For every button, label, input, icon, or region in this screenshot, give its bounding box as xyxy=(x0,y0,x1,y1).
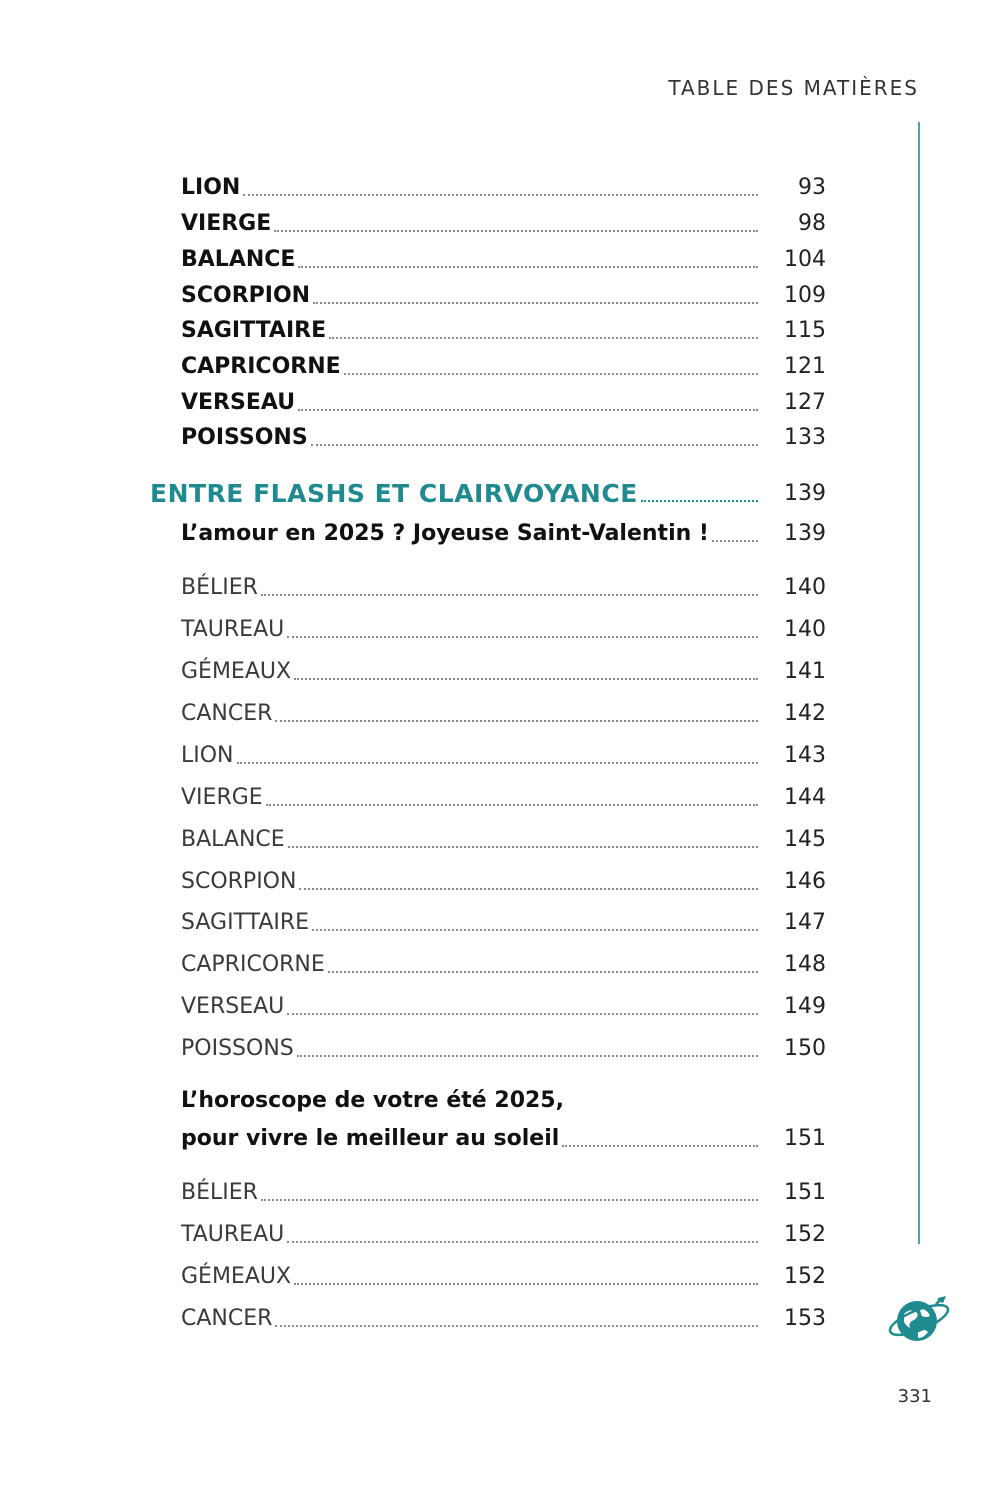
dot-leader xyxy=(287,1013,758,1015)
toc-entry[interactable] xyxy=(181,168,826,202)
toc-entry[interactable] xyxy=(181,903,826,937)
dot-leader xyxy=(294,678,758,680)
toc-entry-page: 142 xyxy=(784,701,826,726)
toc-entry[interactable] xyxy=(181,694,826,728)
toc-entry[interactable] xyxy=(181,347,826,381)
toc-entry-page: 152 xyxy=(784,1222,826,1247)
toc-entry-page: 151 xyxy=(784,1180,826,1205)
toc-entry-label: BÉLIER xyxy=(181,1180,258,1205)
toc-section-heading[interactable] xyxy=(150,470,826,508)
toc-entry-label: TAUREAU xyxy=(181,1222,285,1247)
toc-entry-label: CAPRICORNE xyxy=(181,354,341,379)
toc-entry[interactable] xyxy=(181,736,826,770)
subsection-label: L’amour en 2025 ? Joyeuse Saint-Valentin ! xyxy=(181,521,709,546)
toc-entry-page: 152 xyxy=(784,1264,826,1289)
toc-entry-label: POISSONS xyxy=(181,1036,294,1061)
toc-entry[interactable] xyxy=(181,418,826,452)
toc-entry-label: POISSONS xyxy=(181,425,308,450)
toc-entry[interactable] xyxy=(181,1299,826,1333)
dot-leader xyxy=(237,762,758,764)
toc-entry-page: 141 xyxy=(784,659,826,684)
toc-entry-label: CANCER xyxy=(181,701,273,726)
dot-leader xyxy=(297,1055,758,1057)
dot-leader xyxy=(299,888,758,890)
toc-entry-page: 140 xyxy=(784,617,826,642)
toc-entry-page: 98 xyxy=(798,211,826,236)
dot-leader xyxy=(274,230,758,232)
toc-entry-label: SAGITTAIRE xyxy=(181,910,310,935)
toc-entry[interactable] xyxy=(181,204,826,238)
toc-entry-label: BÉLIER xyxy=(181,575,258,600)
side-rule xyxy=(918,122,920,1244)
dot-leader xyxy=(641,500,758,502)
toc-entry-label: CANCER xyxy=(181,1306,273,1331)
toc-entry-page: 144 xyxy=(784,785,826,810)
toc-entry-label: SCORPION xyxy=(181,283,311,308)
toc-entry[interactable] xyxy=(181,240,826,274)
toc-entry[interactable] xyxy=(181,652,826,686)
dot-leader xyxy=(313,302,758,304)
toc-entry[interactable] xyxy=(181,568,826,602)
toc-entry-page: 153 xyxy=(784,1306,826,1331)
toc-entry-label: SCORPION xyxy=(181,869,297,894)
toc-entry-label: VIERGE xyxy=(181,785,263,810)
dot-leader xyxy=(275,720,758,722)
toc-entry-label: BALANCE xyxy=(181,247,296,272)
toc-entry-page: 143 xyxy=(784,743,826,768)
toc-entry[interactable] xyxy=(181,862,826,896)
toc-entry-page: 145 xyxy=(784,827,826,852)
toc-entry-page: 109 xyxy=(784,283,826,308)
dot-leader xyxy=(298,409,758,411)
toc-entry-page: 133 xyxy=(784,425,826,450)
dot-leader xyxy=(344,373,758,375)
toc-subsection[interactable] xyxy=(181,1119,826,1153)
toc-subsection[interactable] xyxy=(181,514,826,548)
toc-entry-label: GÉMEAUX xyxy=(181,659,292,684)
toc-entry-page: 150 xyxy=(784,1036,826,1061)
dot-leader xyxy=(275,1325,758,1327)
toc-entry-label: VERSEAU xyxy=(181,390,296,415)
toc-entry-label: LION xyxy=(181,175,241,200)
dot-leader xyxy=(287,636,758,638)
subsection-page: 139 xyxy=(784,521,826,546)
toc-entry[interactable] xyxy=(181,610,826,644)
dot-leader xyxy=(261,594,758,596)
toc-entry-label: VIERGE xyxy=(181,211,272,236)
toc-entry-label: CAPRICORNE xyxy=(181,952,325,977)
toc-entry-page: 147 xyxy=(784,910,826,935)
toc-entry-page: 115 xyxy=(784,318,826,343)
toc-entry-page: 93 xyxy=(798,175,826,200)
globe-plane-icon xyxy=(886,1292,952,1348)
subsection-page: 151 xyxy=(784,1126,826,1151)
toc-entry-label: LION xyxy=(181,743,234,768)
dot-leader xyxy=(329,337,758,339)
toc-entry-page: 149 xyxy=(784,994,826,1019)
toc-entry-label: GÉMEAUX xyxy=(181,1264,292,1289)
dot-leader xyxy=(266,804,758,806)
running-title: TABLE DES MATIÈRES xyxy=(668,76,919,100)
dot-leader xyxy=(287,1241,758,1243)
toc-entry-label: VERSEAU xyxy=(181,994,285,1019)
toc-entry-label: SAGITTAIRE xyxy=(181,318,327,343)
toc-entry-page: 140 xyxy=(784,575,826,600)
toc-entry[interactable] xyxy=(181,778,826,812)
subsection-label-line2: pour vivre le meilleur au soleil xyxy=(181,1126,560,1151)
toc-entry[interactable] xyxy=(181,1257,826,1291)
toc-entry[interactable] xyxy=(181,1029,826,1063)
subsection-label-line1: L’horoscope de votre été 2025, xyxy=(181,1088,564,1113)
toc-entry-page: 127 xyxy=(784,390,826,415)
toc-entry[interactable] xyxy=(181,276,826,310)
toc-entry[interactable] xyxy=(181,383,826,417)
dot-leader xyxy=(298,266,758,268)
toc-entry[interactable] xyxy=(181,820,826,854)
toc-entry[interactable] xyxy=(181,1173,826,1207)
toc-entry[interactable] xyxy=(181,1215,826,1249)
section-heading-label: ENTRE FLASHS ET CLAIRVOYANCE xyxy=(150,479,638,508)
dot-leader xyxy=(312,929,758,931)
dot-leader xyxy=(294,1283,758,1285)
dot-leader xyxy=(311,444,758,446)
dot-leader xyxy=(261,1199,758,1201)
toc-entry[interactable] xyxy=(181,987,826,1021)
toc-entry-page: 104 xyxy=(784,247,826,272)
dot-leader xyxy=(328,971,758,973)
dot-leader xyxy=(712,540,758,542)
toc-entry-page: 121 xyxy=(784,354,826,379)
toc-entry-page: 146 xyxy=(784,869,826,894)
dot-leader xyxy=(562,1145,758,1147)
toc-entry-label: TAUREAU xyxy=(181,617,285,642)
toc-entry[interactable] xyxy=(181,945,826,979)
dot-leader xyxy=(243,194,758,196)
toc-entry[interactable] xyxy=(181,311,826,345)
dot-leader xyxy=(288,846,758,848)
toc-entry-page: 148 xyxy=(784,952,826,977)
toc-entry-label: BALANCE xyxy=(181,827,285,852)
page-number: 331 xyxy=(897,1386,932,1407)
section-heading-page: 139 xyxy=(784,481,826,506)
